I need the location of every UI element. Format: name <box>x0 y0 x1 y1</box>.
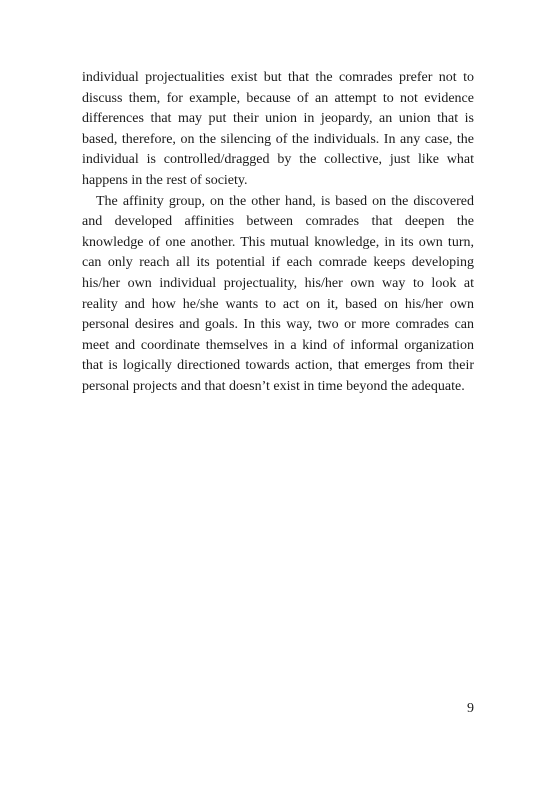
page-number: 9 <box>467 701 474 716</box>
paragraph-continued: individual projectualities exist but that the comrades prefer not to discuss them, for example, because of an attempt to not evidence differences that may put their union in jeopardy, an union that is based, therefore, on the silencing of the individuals. In any case, the individual is controlled/dragged by the collective, just like what happens in the rest of society. <box>82 70 474 188</box>
body-text <box>82 68 474 398</box>
paragraph-affinity-group: The affinity group, on the other hand, is based on the discovered and developed affinities between comrades that deepen the knowledge of one another. This mutual knowledge, in its own turn, can only reach all its potential if each comrade keeps developing his/her own individual projectuality, his/her own way to look at reality and how he/she wants to act on it, based on his/her own personal desires and goals. In this way, two or more comrades can meet and coordinate themselves in a kind of informal organization that is logically directioned towards action, that emerges from their personal projects and that doesn’t exist in time beyond the adequate. <box>82 193 474 394</box>
